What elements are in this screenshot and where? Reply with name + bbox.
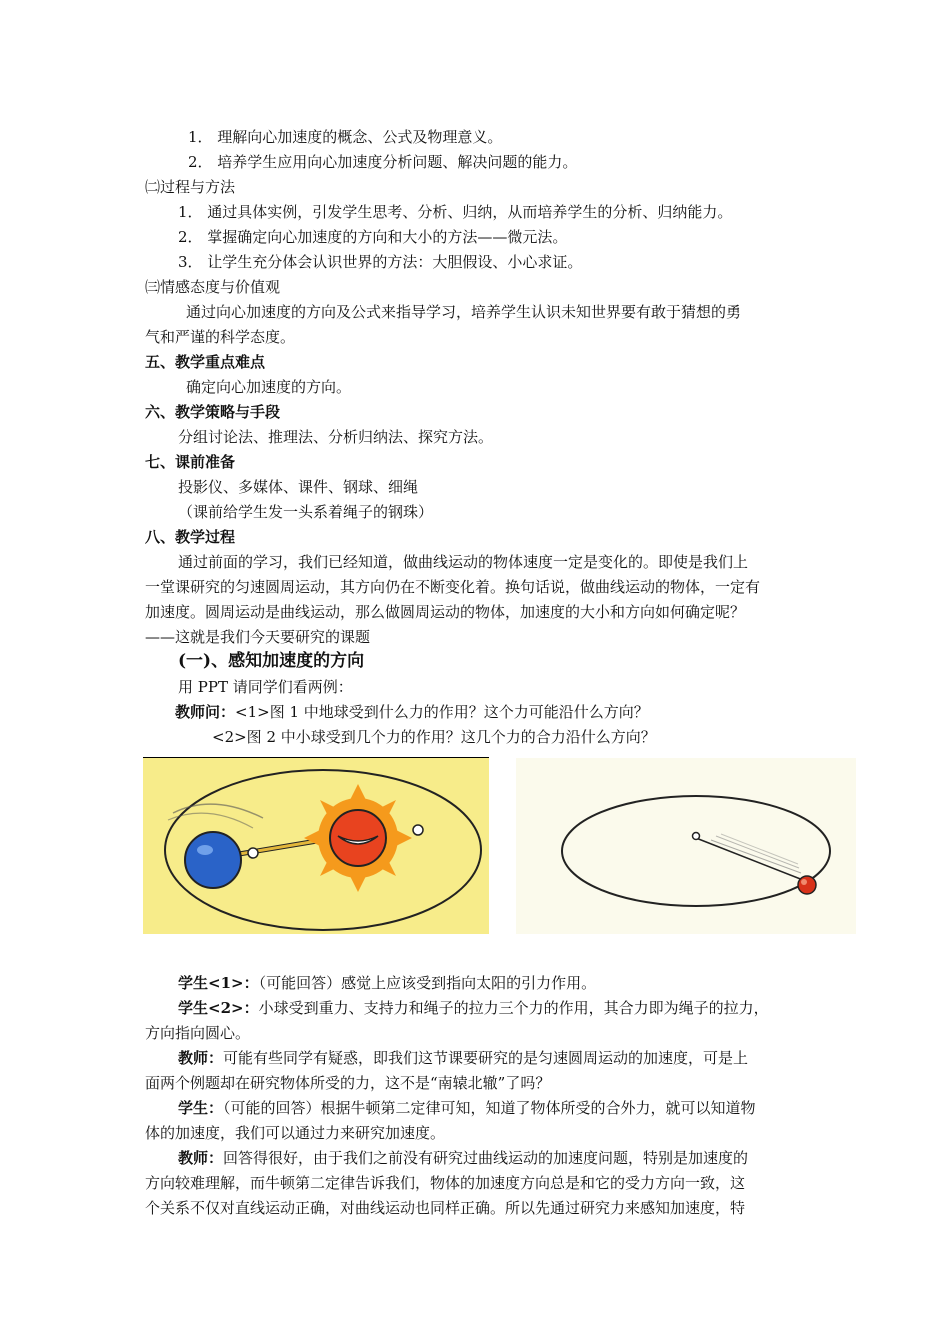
answer-text: （可能回答）感觉上应该受到指向太阳的引力作用。	[258, 974, 597, 992]
intro-para-4: ——这就是我们今天要研究的课题	[145, 628, 371, 646]
answer-text: 小球受到重力、支持力和绳子的拉力三个力的作用，其合力即为绳子的拉力，	[258, 999, 769, 1017]
teacher-remark-1-cont: 面两个例题却在研究物体所受的力，这不是“南辕北辙”了吗？	[145, 1074, 551, 1092]
speaker-label: 教师：	[178, 1049, 224, 1067]
objective-2: 2． 培养学生应用向心加速度分析问题、解决问题的能力。	[188, 153, 578, 171]
speaker-label: 学生：	[178, 1099, 224, 1117]
intro-para-3: 加速度。圆周运动是曲线运动，那么做圆周运动的物体，加速度的大小和方向如何确定呢？	[145, 603, 746, 621]
preparation-note: （课前给学生发一头系着绳子的钢珠）	[178, 503, 434, 521]
ppt-intro: 用 PPT 请同学们看两例：	[178, 678, 353, 696]
student-answer-3	[178, 1098, 756, 1118]
speaker-label: 教师：	[178, 1149, 224, 1167]
remark-text: 可能有些同学有疑惑，即我们这节课要研究的是匀速圆周运动的加速度，可是上	[223, 1049, 749, 1067]
student-answer-3-cont: 体的加速度，我们可以通过力来研究加速度。	[145, 1124, 446, 1142]
section-process-method: ㈡过程与方法	[145, 178, 236, 196]
attitude-text-1: 通过向心加速度的方向及公式来指导学习，培养学生认识未知世界要有敢于猜想的勇	[186, 303, 742, 321]
heading-strategy: 六、教学策略与手段	[145, 403, 281, 421]
speaker-label: 学生<1>：	[178, 974, 259, 992]
teacher-question-1	[175, 702, 649, 722]
question-text: <1>图 1 中地球受到什么力的作用？这个力可能沿什么方向？	[235, 703, 649, 721]
process-item-1: 1． 通过具体实例，引发学生思考、分析、归纳，从而培养学生的分析、归纳能力。	[178, 203, 733, 221]
heading-preparation: 七、课前准备	[145, 453, 236, 471]
preparation-text: 投影仪、多媒体、课件、钢球、细绳	[178, 478, 419, 496]
intro-para-1: 通过前面的学习，我们已经知道，做曲线运动的物体速度一定是变化的。即使是我们上	[178, 553, 749, 571]
speaker-label: 教师问：	[175, 703, 236, 721]
teacher-remark-2	[178, 1148, 748, 1168]
attitude-text-2: 气和严谨的科学态度。	[145, 328, 296, 346]
teacher-question-2: <2>图 2 中小球受到几个力的作用？这几个力的合力沿什么方向？	[212, 728, 656, 746]
section-attitude: ㈢情感态度与价值观	[145, 278, 281, 296]
process-item-2: 2． 掌握确定向心加速度的方向和大小的方法——微元法。	[178, 228, 568, 246]
heading-process: 八、教学过程	[145, 528, 236, 546]
answer-text: （可能的回答）根据牛顿第二定律可知，知道了物体所受的合外力，就可以知道物	[223, 1099, 756, 1117]
subheading-direction: (一)、感知加速度的方向	[178, 651, 365, 671]
figure-2-ball-on-string-illustration	[516, 758, 856, 934]
teacher-remark-1	[178, 1048, 748, 1068]
student-answer-2	[178, 998, 769, 1018]
student-answer-2-cont: 方向指向圆心。	[145, 1024, 251, 1042]
figure-1-earth-sun-illustration	[143, 758, 489, 934]
speaker-label: 学生<2>：	[178, 999, 259, 1017]
key-points-text: 确定向心加速度的方向。	[186, 378, 352, 396]
teacher-remark-2-cont-2: 个关系不仅对直线运动正确，对曲线运动也同样正确。所以先通过研究力来感知加速度，特	[145, 1199, 746, 1217]
process-item-3: 3． 让学生充分体会认识世界的方法：大胆假设、小心求证。	[178, 253, 583, 271]
teacher-remark-2-cont-1: 方向较难理解，而牛顿第二定律告诉我们，物体的加速度方向总是和它的受力方向一致，这	[145, 1174, 746, 1192]
heading-key-points: 五、教学重点难点	[145, 353, 266, 371]
remark-text: 回答得很好，由于我们之前没有研究过曲线运动的加速度问题，特别是加速度的	[223, 1149, 749, 1167]
intro-para-2: 一堂课研究的匀速圆周运动，其方向仍在不断变化着。换句话说，做曲线运动的物体，一定有	[145, 578, 761, 596]
objective-1: 1． 理解向心加速度的概念、公式及物理意义。	[188, 128, 503, 146]
student-answer-1	[178, 973, 596, 993]
strategy-text: 分组讨论法、推理法、分析归纳法、探究方法。	[178, 428, 494, 446]
